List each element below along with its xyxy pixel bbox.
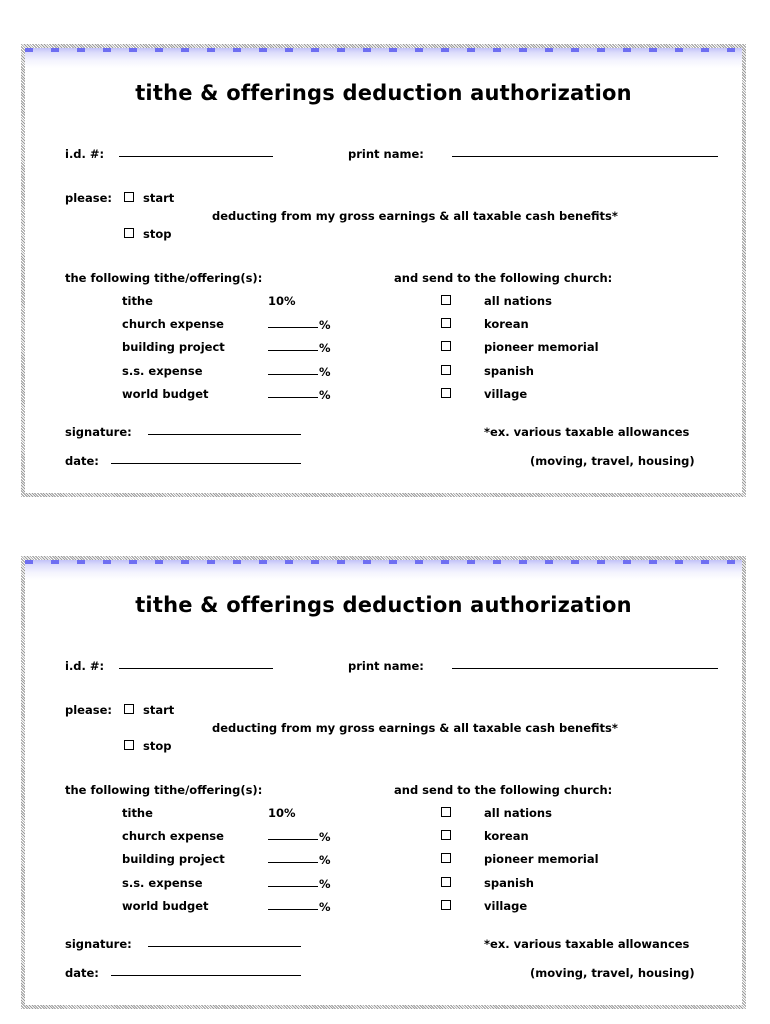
church-label: korean bbox=[484, 317, 529, 331]
stop-checkbox[interactable] bbox=[124, 228, 134, 238]
authorization-form bbox=[21, 44, 746, 497]
date-label: date: bbox=[65, 454, 99, 468]
church-label: spanish bbox=[484, 364, 534, 378]
id-label: i.d. #: bbox=[65, 659, 105, 673]
deducting-text: deducting from my gross earnings & all taxable cash benefits* bbox=[212, 209, 618, 223]
church-checkbox[interactable] bbox=[441, 807, 451, 817]
offering-amount-field[interactable] bbox=[268, 350, 318, 351]
church-checkbox[interactable] bbox=[441, 900, 451, 910]
offering-amount-field[interactable] bbox=[268, 886, 318, 887]
church-label: korean bbox=[484, 829, 529, 843]
church-label: all nations bbox=[484, 806, 552, 820]
form-title: tithe & offerings deduction authorization bbox=[135, 81, 632, 105]
offering-label: world budget bbox=[122, 899, 209, 913]
percent-sign: % bbox=[319, 365, 331, 379]
church-checkbox[interactable] bbox=[441, 853, 451, 863]
footnote-examples: (moving, travel, housing) bbox=[530, 454, 695, 468]
offering-label: building project bbox=[122, 340, 225, 354]
scalloped-top-border bbox=[25, 48, 742, 68]
stop-label: stop bbox=[143, 227, 172, 241]
offering-label: tithe bbox=[122, 294, 153, 308]
offering-amount-field[interactable] bbox=[268, 327, 318, 328]
church-checkbox[interactable] bbox=[441, 295, 451, 305]
percent-sign: % bbox=[319, 900, 331, 914]
church-label: pioneer memorial bbox=[484, 852, 599, 866]
stop-label: stop bbox=[143, 739, 172, 753]
offering-label: church expense bbox=[122, 829, 224, 843]
church-checkbox[interactable] bbox=[441, 365, 451, 375]
offering-amount-field[interactable] bbox=[268, 374, 318, 375]
church-label: village bbox=[484, 899, 528, 913]
form-title: tithe & offerings deduction authorization bbox=[135, 593, 632, 617]
date-label: date: bbox=[65, 966, 99, 980]
percent-sign: % bbox=[319, 877, 331, 891]
date-field[interactable] bbox=[111, 975, 301, 976]
send-label: and send to the following church: bbox=[394, 271, 613, 285]
church-checkbox[interactable] bbox=[441, 341, 451, 351]
offering-label: church expense bbox=[122, 317, 224, 331]
please-label: please: bbox=[65, 703, 112, 717]
print-name-label: print name: bbox=[348, 659, 424, 673]
offering-label: s.s. expense bbox=[122, 364, 203, 378]
id-field[interactable] bbox=[119, 668, 273, 669]
date-field[interactable] bbox=[111, 463, 301, 464]
please-label: please: bbox=[65, 191, 112, 205]
print-name-field[interactable] bbox=[452, 668, 718, 669]
offering-amount: 10% bbox=[268, 294, 296, 308]
start-label: start bbox=[143, 703, 175, 717]
offering-amount-field[interactable] bbox=[268, 909, 318, 910]
authorization-form bbox=[21, 556, 746, 1009]
following-label: the following tithe/offering(s): bbox=[65, 271, 263, 285]
deducting-text: deducting from my gross earnings & all taxable cash benefits* bbox=[212, 721, 618, 735]
signature-field[interactable] bbox=[148, 434, 301, 435]
footnote: *ex. various taxable allowances bbox=[484, 425, 690, 439]
offering-amount-field[interactable] bbox=[268, 862, 318, 863]
signature-label: signature: bbox=[65, 425, 132, 439]
church-checkbox[interactable] bbox=[441, 830, 451, 840]
church-checkbox[interactable] bbox=[441, 388, 451, 398]
start-checkbox[interactable] bbox=[124, 704, 134, 714]
offering-label: world budget bbox=[122, 387, 209, 401]
percent-sign: % bbox=[319, 341, 331, 355]
offering-amount-field[interactable] bbox=[268, 397, 318, 398]
church-label: spanish bbox=[484, 876, 534, 890]
signature-label: signature: bbox=[65, 937, 132, 951]
church-checkbox[interactable] bbox=[441, 318, 451, 328]
percent-sign: % bbox=[319, 318, 331, 332]
offering-label: building project bbox=[122, 852, 225, 866]
id-field[interactable] bbox=[119, 156, 273, 157]
stop-checkbox[interactable] bbox=[124, 740, 134, 750]
church-label: village bbox=[484, 387, 528, 401]
church-label: pioneer memorial bbox=[484, 340, 599, 354]
offering-amount-field[interactable] bbox=[268, 839, 318, 840]
footnote: *ex. various taxable allowances bbox=[484, 937, 690, 951]
church-checkbox[interactable] bbox=[441, 877, 451, 887]
percent-sign: % bbox=[319, 388, 331, 402]
id-label: i.d. #: bbox=[65, 147, 105, 161]
percent-sign: % bbox=[319, 830, 331, 844]
offering-amount: 10% bbox=[268, 806, 296, 820]
print-name-field[interactable] bbox=[452, 156, 718, 157]
offering-label: s.s. expense bbox=[122, 876, 203, 890]
church-label: all nations bbox=[484, 294, 552, 308]
start-checkbox[interactable] bbox=[124, 192, 134, 202]
send-label: and send to the following church: bbox=[394, 783, 613, 797]
offering-label: tithe bbox=[122, 806, 153, 820]
scalloped-top-border bbox=[25, 560, 742, 580]
print-name-label: print name: bbox=[348, 147, 424, 161]
percent-sign: % bbox=[319, 853, 331, 867]
start-label: start bbox=[143, 191, 175, 205]
signature-field[interactable] bbox=[148, 946, 301, 947]
footnote-examples: (moving, travel, housing) bbox=[530, 966, 695, 980]
following-label: the following tithe/offering(s): bbox=[65, 783, 263, 797]
